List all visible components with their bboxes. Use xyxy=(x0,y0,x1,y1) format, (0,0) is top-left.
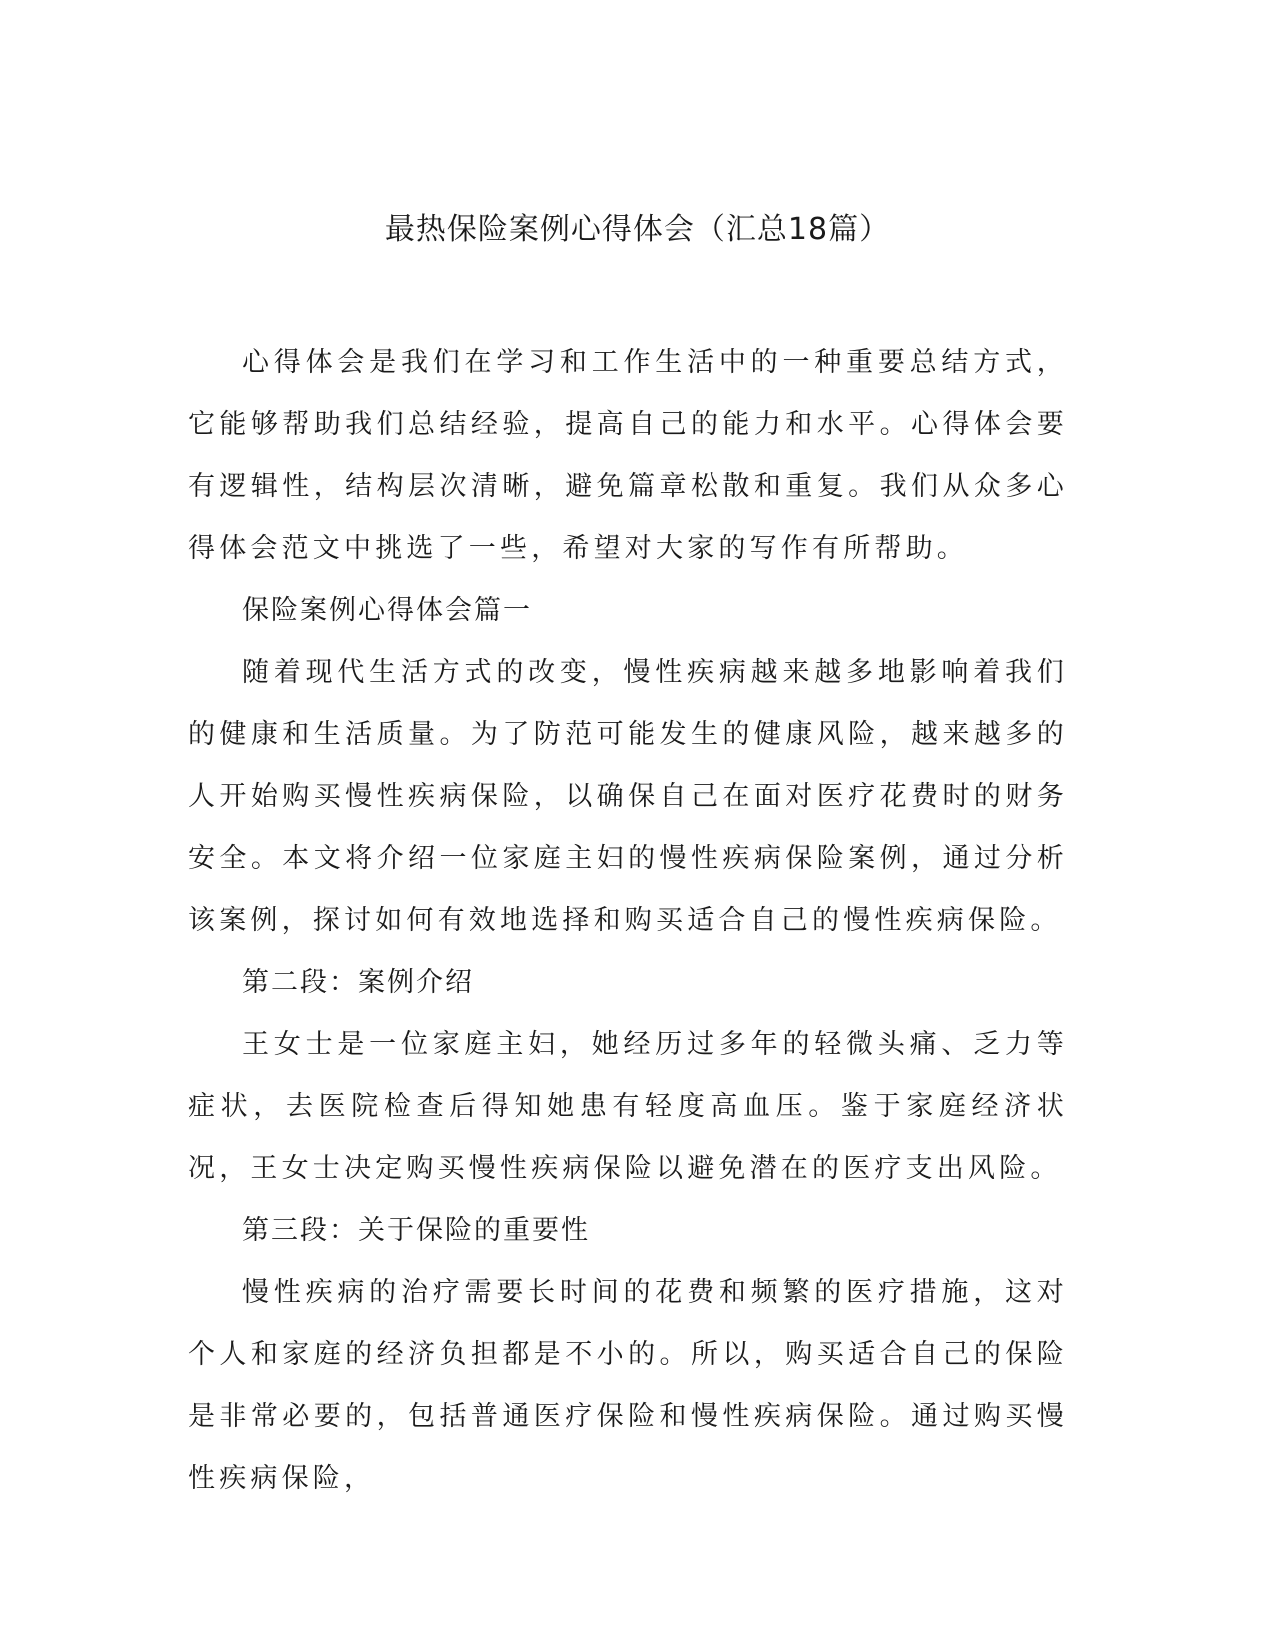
heading-2: 第二段：案例介绍 xyxy=(242,967,474,998)
intro-paragraph: 心得体会是我们在学习和工作生活中的一种重要总结方式，它能够帮助我们总结经验，提高自己的能力和水平。心得体会要有逻辑性，结构层次清晰，避免篇章松散和重复。我们从众多心得体会范文中挑选了一些，希望对大家的写作有所帮助。 xyxy=(188,347,1068,564)
document-title: 最热保险案例心得体会（汇总18篇） xyxy=(384,212,891,247)
paragraph-3: 慢性疾病的治疗需要长时间的花费和频繁的医疗措施，这对个人和家庭的经济负担都是不小的。所以，购买适合自己的保险是非常必要的，包括普通医疗保险和慢性疾病保险。通过购买慢性疾病保险， xyxy=(188,1277,1068,1494)
paragraph-1: 随着现代生活方式的改变，慢性疾病越来越多地影响着我们的健康和生活质量。为了防范可能发生的健康风险，越来越多的人开始购买慢性疾病保险，以确保自己在面对医疗花费时的财务安全。本文将介绍一位家庭主妇的慢性疾病保险案例，通过分析该案例，探讨如何有效地选择和购买适合自己的慢性疾病保险。 xyxy=(188,657,1068,936)
heading-3: 第三段：关于保险的重要性 xyxy=(242,1215,590,1246)
section-heading: 保险案例心得体会篇一 xyxy=(242,595,532,626)
paragraph-2: 王女士是一位家庭主妇，她经历过多年的轻微头痛、乏力等症状，去医院检查后得知她患有轻度高血压。鉴于家庭经济状况，王女士决定购买慢性疾病保险以避免潜在的医疗支出风险。 xyxy=(188,1029,1068,1184)
document-body xyxy=(188,332,1068,1510)
